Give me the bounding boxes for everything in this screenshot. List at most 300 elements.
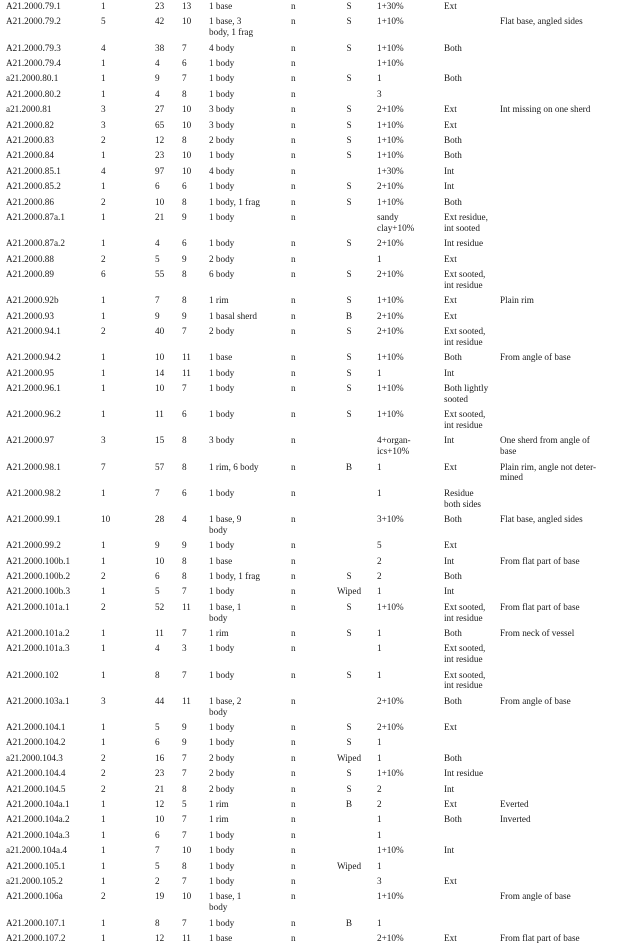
- residue-location: Both: [444, 150, 462, 161]
- n-flag: n: [291, 571, 296, 581]
- thickness-value: 9: [182, 737, 187, 748]
- residue-location: Residue both sides: [444, 487, 482, 509]
- thickness-value: 13: [182, 1, 192, 11]
- surface-treatment: S: [346, 119, 352, 130]
- n-flag: n: [291, 104, 296, 115]
- residue-location: Both: [444, 814, 462, 825]
- residue-location: Ext residue, int sooted: [444, 212, 488, 233]
- n-flag: n: [291, 643, 296, 654]
- sherd-count: 1: [101, 1, 106, 11]
- residue-location: Int: [444, 435, 455, 446]
- weight-value: 9: [155, 540, 160, 551]
- n-flag: n: [291, 212, 296, 222]
- sherd-count: 1: [101, 876, 106, 886]
- surface-treatment: S: [346, 737, 352, 748]
- residue-location: Int: [444, 555, 455, 566]
- n-flag: n: [291, 150, 296, 161]
- thickness-value: 11: [182, 367, 191, 378]
- temper-value: 1+30%: [377, 165, 404, 176]
- surface-treatment: Wiped: [336, 860, 362, 871]
- notes-text: From angle of base: [500, 695, 571, 706]
- sherd-description: 1 body: [209, 487, 235, 498]
- weight-value: 10: [155, 383, 165, 393]
- sherd-count: 10: [101, 514, 111, 524]
- catalog-number: A21.2000.106a: [6, 891, 63, 902]
- thickness-value: 7: [182, 829, 187, 840]
- catalog-number: A21.2000.82: [6, 119, 54, 130]
- weight-value: 6: [155, 737, 160, 748]
- temper-value: 1+10%: [377, 383, 404, 393]
- sherd-count: 1: [101, 487, 106, 498]
- n-flag: n: [291, 783, 296, 794]
- sherd-count: 2: [101, 891, 106, 902]
- residue-location: Ext: [444, 310, 457, 321]
- sherd-description: 2 body: [209, 135, 235, 145]
- weight-value: 10: [155, 352, 165, 363]
- surface-treatment: Wiped: [336, 752, 362, 763]
- residue-location: Int residue: [444, 238, 484, 249]
- thickness-value: 11: [182, 601, 191, 612]
- catalog-number: a21.2000.105.2: [6, 876, 63, 886]
- sherd-count: 1: [101, 212, 106, 222]
- catalog-number: a21.2000.80.1: [6, 73, 59, 84]
- sherd-count: 3: [101, 435, 106, 446]
- notes-text: From angle of base: [500, 891, 571, 902]
- thickness-value: 7: [182, 669, 187, 680]
- surface-treatment: S: [346, 783, 352, 794]
- sherd-count: 4: [101, 42, 106, 53]
- sherd-description: 1 body: [209, 643, 235, 654]
- sherd-count: 1: [101, 352, 106, 363]
- sherd-count: 2: [101, 783, 106, 794]
- temper-value: 1: [377, 586, 382, 597]
- weight-value: 7: [155, 845, 160, 856]
- n-flag: n: [291, 310, 296, 321]
- weight-value: 23: [155, 768, 165, 779]
- temper-value: 1+10%: [377, 891, 404, 902]
- residue-location: Ext: [444, 876, 457, 886]
- n-flag: n: [291, 196, 296, 207]
- n-flag: n: [291, 722, 296, 732]
- thickness-value: 9: [182, 722, 187, 732]
- catalog-number: A21.2000.105.1: [6, 860, 66, 871]
- temper-value: 1+10%: [377, 845, 404, 856]
- residue-location: Ext sooted, int residue: [444, 409, 486, 430]
- sherd-count: 1: [101, 383, 106, 393]
- temper-value: 2: [377, 555, 382, 566]
- residue-location: Ext: [444, 933, 457, 943]
- sherd-count: 1: [101, 628, 106, 638]
- sherd-description: 1 body: [209, 181, 235, 192]
- sherd-count: 1: [101, 737, 106, 748]
- surface-treatment: S: [346, 768, 352, 779]
- catalog-number: A21.2000.101a.2: [6, 628, 70, 638]
- n-flag: n: [291, 891, 296, 902]
- residue-location: Both: [444, 196, 462, 207]
- temper-value: 1: [377, 752, 382, 763]
- temper-value: 2+10%: [377, 722, 404, 732]
- residue-location: Both: [444, 42, 462, 53]
- weight-value: 5: [155, 860, 160, 871]
- sherd-count: 1: [101, 555, 106, 566]
- residue-location: Ext: [444, 253, 457, 264]
- thickness-value: 7: [182, 752, 187, 763]
- weight-value: 4: [155, 88, 160, 99]
- catalog-number: A21.2000.98.2: [6, 487, 61, 498]
- surface-treatment: S: [346, 326, 352, 336]
- notes-text: From flat part of base: [500, 601, 580, 612]
- temper-value: 2+10%: [377, 104, 404, 115]
- weight-value: 11: [155, 409, 164, 420]
- notes-text: Everted: [500, 799, 529, 809]
- catalog-number: A21.2000.85.1: [6, 165, 61, 176]
- residue-location: Ext: [444, 722, 457, 732]
- sherd-count: 1: [101, 181, 106, 192]
- catalog-number: A21.2000.83: [6, 135, 54, 145]
- sherd-description: 2 body: [209, 783, 235, 794]
- sherd-count: 2: [101, 326, 106, 336]
- temper-value: 2+10%: [377, 933, 404, 943]
- thickness-value: 7: [182, 326, 187, 336]
- temper-value: 1: [377, 461, 382, 472]
- catalog-number: a21.2000.104a.4: [6, 845, 67, 856]
- catalog-number: A21.2000.102: [6, 669, 59, 680]
- temper-value: 1: [377, 73, 382, 84]
- catalog-number: A21.2000.101a.1: [6, 601, 70, 612]
- thickness-value: 10: [182, 165, 192, 176]
- n-flag: n: [291, 58, 296, 68]
- sherd-description: 1 body: [209, 917, 235, 928]
- sherd-description: 1 body: [209, 58, 235, 68]
- thickness-value: 10: [182, 845, 192, 856]
- thickness-value: 8: [182, 135, 187, 145]
- weight-value: 28: [155, 514, 165, 524]
- temper-value: 1+10%: [377, 42, 404, 53]
- n-flag: n: [291, 540, 296, 551]
- temper-value: 1+10%: [377, 58, 404, 68]
- notes-text: From angle of base: [500, 352, 571, 363]
- residue-location: Ext sooted, int residue: [444, 643, 486, 665]
- catalog-number: A21.2000.99.2: [6, 540, 61, 551]
- temper-value: 2+10%: [377, 269, 404, 279]
- n-flag: n: [291, 253, 296, 264]
- notes-text: Plain rim: [500, 295, 534, 306]
- weight-value: 4: [155, 643, 160, 654]
- weight-value: 27: [155, 104, 165, 115]
- temper-value: 1: [377, 860, 382, 871]
- catalog-number: A21.2000.100b.1: [6, 555, 71, 566]
- sherd-description: 1 body: [209, 540, 235, 551]
- surface-treatment: S: [346, 135, 352, 145]
- catalog-number: a21.2000.81: [6, 104, 52, 115]
- weight-value: 52: [155, 601, 165, 612]
- weight-value: 23: [155, 1, 165, 11]
- temper-value: 1: [377, 628, 382, 638]
- residue-location: Int: [444, 165, 455, 176]
- weight-value: 40: [155, 326, 165, 336]
- surface-treatment: S: [346, 196, 352, 207]
- residue-location: Int: [444, 845, 455, 856]
- thickness-value: 6: [182, 58, 187, 68]
- n-flag: n: [291, 514, 296, 524]
- sherd-count: 3: [101, 104, 106, 115]
- weight-value: 4: [155, 58, 160, 68]
- sherd-description: 1 body: [209, 367, 235, 378]
- temper-value: 1+10%: [377, 119, 404, 130]
- weight-value: 21: [155, 212, 165, 222]
- sherd-count: 1: [101, 829, 106, 840]
- catalog-number: A21.2000.79.2: [6, 16, 61, 27]
- n-flag: n: [291, 669, 296, 680]
- n-flag: n: [291, 876, 296, 886]
- thickness-value: 7: [182, 628, 187, 638]
- sherd-count: 5: [101, 16, 106, 27]
- sherd-count: 7: [101, 461, 106, 472]
- weight-value: 14: [155, 367, 165, 378]
- n-flag: n: [291, 695, 296, 706]
- weight-value: 19: [155, 891, 165, 902]
- sherd-description: 1 body, 1 frag: [209, 571, 260, 581]
- thickness-value: 8: [182, 196, 187, 207]
- temper-value: 1: [377, 253, 382, 264]
- catalog-number: A21.2000.107.2: [6, 933, 66, 943]
- sherd-description: 1 body: [209, 383, 235, 393]
- thickness-value: 7: [182, 917, 187, 928]
- weight-value: 8: [155, 669, 160, 680]
- n-flag: n: [291, 487, 296, 498]
- catalog-number: A21.2000.97: [6, 435, 54, 446]
- sherd-count: 1: [101, 643, 106, 654]
- sherd-description: 3 body: [209, 119, 235, 130]
- sherd-count: 1: [101, 73, 106, 84]
- surface-treatment: Wiped: [336, 586, 362, 597]
- temper-value: 3: [377, 876, 382, 886]
- sherd-count: 3: [101, 119, 106, 130]
- thickness-value: 8: [182, 860, 187, 871]
- sherd-description: 1 body, 1 frag: [209, 196, 260, 207]
- thickness-value: 11: [182, 695, 191, 706]
- thickness-value: 7: [182, 383, 187, 393]
- n-flag: n: [291, 752, 296, 763]
- weight-value: 97: [155, 165, 165, 176]
- n-flag: n: [291, 165, 296, 176]
- temper-value: 1: [377, 814, 382, 825]
- sherd-count: 1: [101, 799, 106, 809]
- thickness-value: 11: [182, 933, 191, 943]
- thickness-value: 5: [182, 799, 187, 809]
- n-flag: n: [291, 799, 296, 809]
- sherd-count: 1: [101, 88, 106, 99]
- surface-treatment: B: [345, 310, 353, 321]
- catalog-number: A21.2000.87a.1: [6, 212, 65, 222]
- thickness-value: 9: [182, 253, 187, 264]
- residue-location: Both: [444, 514, 462, 524]
- residue-location: Both: [444, 628, 462, 638]
- catalog-number: A21.2000.100b.3: [6, 586, 71, 597]
- residue-location: Both lightly sooted: [444, 383, 489, 404]
- temper-value: 1+10%: [377, 196, 404, 207]
- n-flag: n: [291, 768, 296, 779]
- residue-location: Ext sooted, int residue: [444, 269, 486, 290]
- weight-value: 57: [155, 461, 165, 472]
- weight-value: 42: [155, 16, 165, 27]
- thickness-value: 8: [182, 555, 187, 566]
- sherd-description: 1 body: [209, 845, 235, 856]
- sherd-count: 1: [101, 238, 106, 249]
- sherd-description: 1 rim: [209, 628, 229, 638]
- surface-treatment: S: [346, 295, 352, 306]
- sherd-count: 1: [101, 860, 106, 871]
- residue-location: Int: [444, 181, 455, 192]
- surface-treatment: S: [346, 367, 352, 378]
- temper-value: 1+10%: [377, 768, 404, 779]
- weight-value: 5: [155, 722, 160, 732]
- catalog-number: A21.2000.88: [6, 253, 54, 264]
- temper-value: 3+10%: [377, 514, 404, 524]
- weight-value: 11: [155, 628, 164, 638]
- weight-value: 65: [155, 119, 165, 130]
- residue-location: Both: [444, 752, 462, 763]
- sherd-count: 1: [101, 814, 106, 825]
- temper-value: 1+30%: [377, 1, 404, 11]
- weight-value: 9: [155, 73, 160, 84]
- catalog-number: A21.2000.92b: [6, 295, 59, 306]
- notes-text: From neck of vessel: [500, 628, 575, 638]
- notes-text: From flat part of base: [500, 555, 580, 566]
- n-flag: n: [291, 917, 296, 928]
- surface-treatment: B: [345, 917, 353, 928]
- sherd-description: 1 base: [209, 352, 233, 363]
- n-flag: n: [291, 555, 296, 566]
- catalog-number: A21.2000.96.1: [6, 383, 61, 393]
- surface-treatment: S: [346, 383, 352, 393]
- n-flag: n: [291, 814, 296, 825]
- n-flag: n: [291, 88, 296, 99]
- temper-value: 1+10%: [377, 16, 404, 27]
- thickness-value: 7: [182, 42, 187, 53]
- weight-value: 5: [155, 253, 160, 264]
- n-flag: n: [291, 829, 296, 840]
- surface-treatment: S: [346, 722, 352, 732]
- residue-location: Ext: [444, 540, 457, 551]
- surface-treatment: S: [346, 181, 352, 192]
- catalog-number: A21.2000.87a.2: [6, 238, 65, 249]
- residue-location: Ext: [444, 119, 457, 130]
- thickness-value: 10: [182, 104, 192, 115]
- residue-location: Ext sooted, int residue: [444, 669, 486, 691]
- weight-value: 6: [155, 181, 160, 192]
- sherd-description: 6 body: [209, 269, 235, 279]
- temper-value: 4+organ- ics+10%: [377, 435, 411, 457]
- thickness-value: 7: [182, 586, 187, 597]
- notes-text: Int missing on one sherd: [500, 104, 591, 115]
- sherd-description: 2 body: [209, 326, 235, 336]
- temper-value: 1+10%: [377, 295, 404, 306]
- thickness-value: 11: [182, 352, 191, 363]
- surface-treatment: S: [346, 238, 352, 249]
- temper-value: 3: [377, 88, 382, 99]
- temper-value: 2+10%: [377, 181, 404, 192]
- sherd-count: 1: [101, 409, 106, 420]
- sherd-description: 1 body: [209, 722, 235, 732]
- n-flag: n: [291, 933, 296, 943]
- temper-value: 1+10%: [377, 150, 404, 161]
- temper-value: 1: [377, 737, 382, 748]
- sherd-description: 1 body: [209, 586, 235, 597]
- sherd-description: 1 base, 1 body: [209, 891, 242, 913]
- notes-text: Flat base, angled sides: [500, 514, 583, 524]
- sherd-count: 1: [101, 367, 106, 378]
- sherd-count: 1: [101, 917, 106, 928]
- temper-value: sandy clay+10%: [377, 212, 415, 233]
- catalog-number: A21.2000.101a.3: [6, 643, 70, 654]
- n-flag: n: [291, 326, 296, 336]
- n-flag: n: [291, 119, 296, 130]
- residue-location: Both: [444, 352, 462, 363]
- sherd-count: 1: [101, 722, 106, 732]
- sherd-description: 1 base, 2 body: [209, 695, 242, 717]
- residue-location: Ext: [444, 104, 457, 115]
- catalog-number: A21.2000.104a.2: [6, 814, 70, 825]
- weight-value: 15: [155, 435, 165, 446]
- sherd-count: 2: [101, 752, 106, 763]
- sherd-count: 1: [101, 295, 106, 306]
- weight-value: 4: [155, 238, 160, 249]
- catalog-number: A21.2000.98.1: [6, 461, 61, 472]
- residue-location: Int: [444, 586, 455, 597]
- catalog-number: A21.2000.104.5: [6, 783, 66, 794]
- sherd-description: 1 basal sherd: [209, 310, 257, 321]
- sherd-count: 1: [101, 933, 106, 943]
- sherd-count: 1: [101, 310, 106, 321]
- temper-value: 2: [377, 571, 382, 581]
- sherd-description: 1 base, 9 body: [209, 514, 242, 535]
- notes-text: From flat part of base: [500, 933, 580, 943]
- surface-treatment: S: [346, 104, 352, 115]
- catalog-number: A21.2000.95: [6, 367, 54, 378]
- thickness-value: 7: [182, 73, 187, 84]
- sherd-description: 1 body: [209, 88, 235, 99]
- n-flag: n: [291, 16, 296, 27]
- surface-treatment: S: [346, 73, 352, 84]
- weight-value: 23: [155, 150, 165, 161]
- thickness-value: 10: [182, 891, 192, 902]
- n-flag: n: [291, 352, 296, 363]
- notes-text: Plain rim, angle not deter- mined: [500, 461, 597, 483]
- weight-value: 38: [155, 42, 165, 53]
- weight-value: 55: [155, 269, 165, 279]
- sherd-description: 1 rim: [209, 295, 229, 306]
- weight-value: 2: [155, 876, 160, 886]
- temper-value: 2: [377, 783, 382, 794]
- temper-value: 1+10%: [377, 352, 404, 363]
- sherd-description: 1 body: [209, 829, 235, 840]
- sherd-count: 2: [101, 768, 106, 779]
- n-flag: n: [291, 461, 296, 472]
- sherd-count: 1: [101, 586, 106, 597]
- residue-location: Int: [444, 367, 455, 378]
- sherd-count: 2: [101, 196, 106, 207]
- sherd-description: 2 body: [209, 768, 235, 779]
- weight-value: 10: [155, 196, 165, 207]
- thickness-value: 7: [182, 876, 187, 886]
- catalog-number: A21.2000.104.2: [6, 737, 66, 748]
- temper-value: 2+10%: [377, 326, 404, 336]
- sherd-description: 3 body: [209, 435, 235, 446]
- sherd-count: 2: [101, 601, 106, 612]
- n-flag: n: [291, 295, 296, 306]
- thickness-value: 8: [182, 435, 187, 446]
